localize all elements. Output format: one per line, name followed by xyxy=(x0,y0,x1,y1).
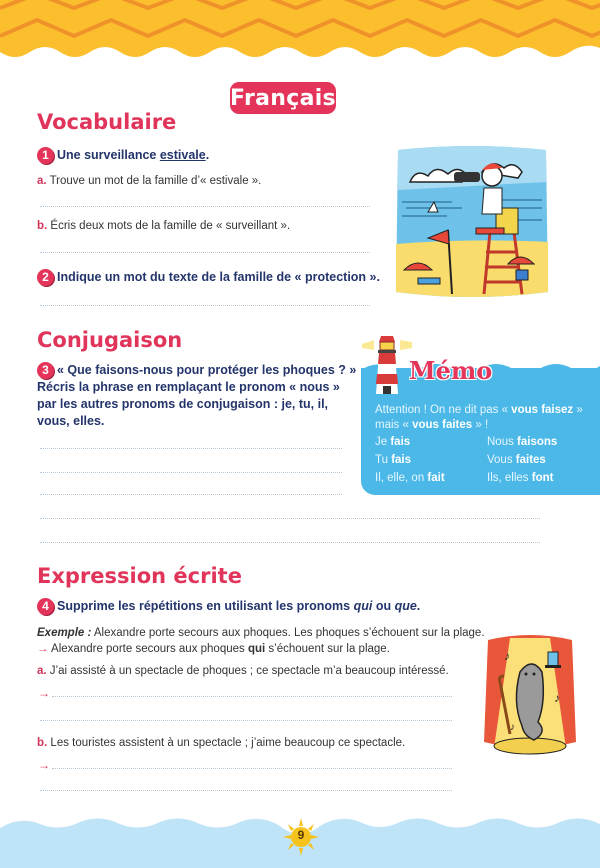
question-number-badge: 2 xyxy=(37,269,54,286)
answer-line[interactable] xyxy=(40,252,370,253)
answer-line[interactable] xyxy=(40,305,370,306)
question-1: 1 Une surveillance estivale. xyxy=(37,147,209,164)
arrow-icon: → xyxy=(38,686,50,700)
lighthouse-icon xyxy=(362,336,412,394)
page-number: 9 xyxy=(297,828,305,842)
memo-intro-line-1: Attention ! On ne dit pas « vous faisez » xyxy=(375,404,583,416)
svg-text:♪: ♪ xyxy=(510,722,515,733)
question-1a: a. Trouve un mot de la famille d’« estivale ». xyxy=(37,175,262,187)
memo-conj-ils: Ils, elles font xyxy=(487,472,554,484)
question-2: 2 Indique un mot du texte de la famille de « protection ». xyxy=(37,269,380,286)
top-zigzag-band xyxy=(0,0,600,70)
answer-line[interactable] xyxy=(40,720,452,721)
question-1b: b. Écris deux mots de la famille de « surveillant ». xyxy=(37,220,291,232)
answer-line[interactable] xyxy=(40,472,342,473)
question-4b: b. Les touristes assistent à un spectacle ; j’aime beaucoup ce spectacle. xyxy=(37,737,406,749)
example-line: Exemple : Alexandre porte secours aux phoques. Les phoques s’échouent sur la plage. xyxy=(37,627,485,639)
answer-line[interactable] xyxy=(52,768,452,769)
answer-line[interactable] xyxy=(40,790,452,791)
memo-conj-vous: Vous faites xyxy=(487,454,546,466)
lifeguard-beach-illustration xyxy=(392,142,552,302)
question-4a: a. J’ai assisté à un spectacle de phoques ; ce spectacle m’a beaucoup intéressé. xyxy=(37,665,449,677)
answer-line[interactable] xyxy=(40,518,540,519)
question-number-badge: 4 xyxy=(37,598,54,615)
section-title-expression: Expression écrite xyxy=(37,564,242,588)
answer-line[interactable] xyxy=(40,542,540,543)
arrow-icon: → xyxy=(38,758,50,772)
question-number-badge: 3 xyxy=(37,362,54,379)
answer-line[interactable] xyxy=(40,494,342,495)
subject-title: Français xyxy=(230,82,336,114)
answer-line[interactable] xyxy=(40,206,370,207)
question-4: 4 Supprime les répétitions en utilisant les pronoms qui ou que. xyxy=(37,598,420,615)
question-3: 3 « Que faisons-nous pour protéger les phoques ? » Récris la phrase en remplaçant le pronom « nous » par les autres pronoms de conjugaison : je, tu, il, vous, elles. xyxy=(37,363,357,429)
answer-line[interactable] xyxy=(52,696,452,697)
question-number-badge: 1 xyxy=(37,147,54,164)
seal-performer-illustration xyxy=(480,630,580,760)
memo-title: Mémo xyxy=(409,356,493,385)
answer-line[interactable] xyxy=(40,448,342,449)
memo-intro-line-2: mais « vous faites » ! xyxy=(375,419,489,431)
memo-conj-tu: Tu fais xyxy=(375,454,412,466)
svg-text:♪: ♪ xyxy=(554,691,560,705)
memo-conj-il: Il, elle, on fait xyxy=(375,472,445,484)
section-title-vocabulaire: Vocabulaire xyxy=(37,110,177,134)
example-answer-line: → Alexandre porte secours aux phoques qui s’échouent sur la plage. xyxy=(37,643,390,655)
memo-conj-je: Je fais xyxy=(375,436,411,448)
memo-conj-nous: Nous faisons xyxy=(487,436,558,448)
section-title-conjugaison: Conjugaison xyxy=(37,328,183,352)
svg-text:♪: ♪ xyxy=(504,649,510,663)
